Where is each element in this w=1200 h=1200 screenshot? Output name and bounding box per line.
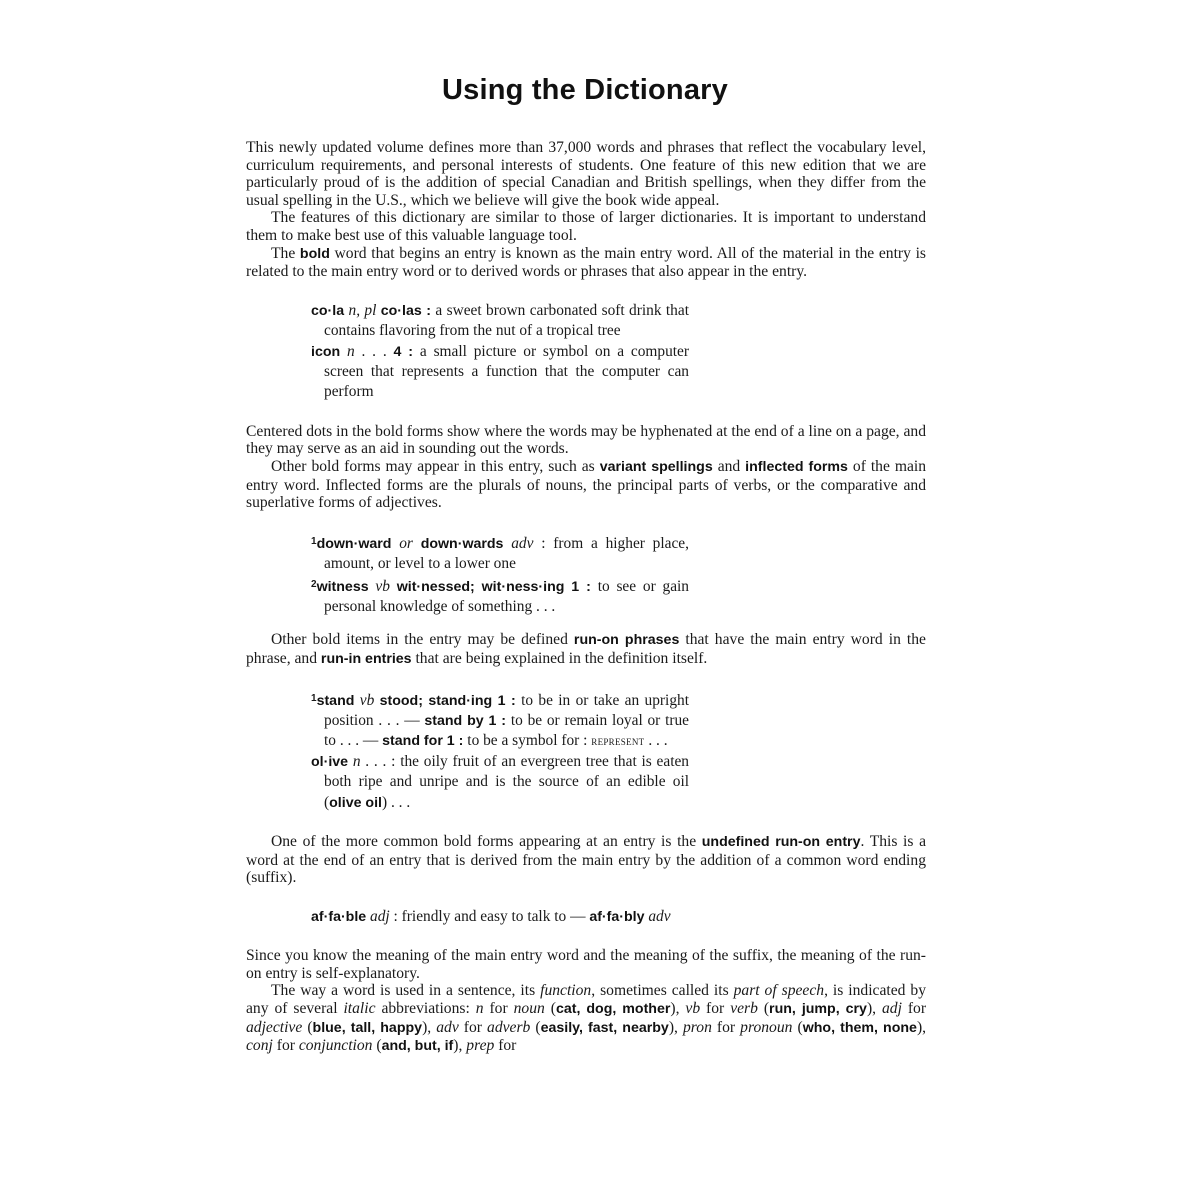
text-run: to be a symbol for : <box>467 732 592 750</box>
text-run: ( <box>302 1018 313 1036</box>
text-run: Centered dots in the bold forms show where the words may be hyphenated at the end of a line on a page, and they may serve as an aid in sounding out the words. <box>246 422 926 458</box>
italic-term: adj <box>881 999 902 1017</box>
text-run: to be in or take an upright position . . . — <box>324 691 690 729</box>
paragraph <box>246 139 926 209</box>
homograph-number: 2 <box>311 578 317 590</box>
text-run: a sweet brown carbonated soft drink that contains flavoring from the nut of a tropical tree <box>324 301 689 340</box>
spacer <box>246 403 926 423</box>
bold-term: stand for 1 : <box>382 733 468 750</box>
bold-term: who, them, none <box>802 1019 917 1036</box>
paragraph <box>246 209 926 244</box>
text-run: The features of this dictionary are similar to those of larger dictionaries. It is important to understand them to make best use of this valuable language tool. <box>246 209 926 244</box>
bold-term: stand by 1 : <box>424 712 511 729</box>
text-run: One of the more common bold forms appearing at an entry is the <box>271 833 702 850</box>
italic-term: n <box>348 752 361 770</box>
bold-term: down·wards <box>420 535 504 552</box>
spacer <box>246 617 926 631</box>
bold-term: and, but, if <box>381 1038 454 1055</box>
text-run: ), <box>668 1018 683 1036</box>
bold-term: af·fa·bly <box>589 908 645 925</box>
bold-term: run-in entries <box>320 650 412 667</box>
italic-term: prep <box>466 1037 495 1055</box>
text-run: ( <box>372 1037 382 1055</box>
bold-term: wit·nessed; wit·ness·ing 1 : <box>396 578 598 595</box>
bold-term: stand <box>316 692 355 709</box>
text-run: for <box>901 999 927 1017</box>
italic-term: noun <box>513 999 545 1017</box>
text-run: a small picture or symbol on a computer screen that represents a function that the computer can perform <box>324 342 690 401</box>
text-run: Other bold items in the entry may be defined <box>271 631 574 649</box>
bold-term: witness <box>316 578 369 595</box>
bold-term: 4 : <box>393 343 420 360</box>
small-caps-term: represent <box>591 733 645 749</box>
example-entries <box>311 907 689 927</box>
text-run: for <box>700 999 731 1017</box>
text-run: ) . . . <box>381 793 411 811</box>
text-run: and <box>712 457 746 475</box>
text-run: ), <box>422 1018 437 1036</box>
text-run: , sometimes called its <box>591 982 734 1000</box>
italic-term: n <box>340 342 355 360</box>
paragraph <box>246 458 926 512</box>
text-run: ( <box>792 1018 803 1036</box>
dictionary-entry <box>311 689 689 752</box>
dictionary-entry <box>311 301 689 342</box>
italic-term: adj <box>366 907 390 925</box>
spacer <box>246 281 926 301</box>
page-title: Using the Dictionary <box>442 74 728 106</box>
bold-term: af·fa·ble <box>311 908 367 925</box>
text-run: ( <box>544 999 556 1017</box>
bold-term: run, jump, cry <box>769 1000 867 1017</box>
spacer <box>246 669 926 689</box>
text-run: ( <box>530 1018 541 1036</box>
spacer <box>246 887 926 907</box>
dictionary-entry <box>311 907 689 927</box>
spacer <box>246 813 926 833</box>
bold-term: co·las : <box>380 302 436 319</box>
text-run: ( <box>757 999 770 1017</box>
text-run: . . . <box>354 342 394 360</box>
text-run: , is indicated by any of several <box>246 982 926 1017</box>
spacer <box>246 512 926 532</box>
text-run: to be or remain loyal or true to . . . — <box>324 711 689 750</box>
text-run: : friendly and easy to talk to — <box>389 907 590 925</box>
italic-term: n, pl <box>344 301 381 319</box>
bold-term: cat, dog, mother <box>555 1000 671 1017</box>
italic-term: conjunction <box>298 1037 373 1055</box>
text-run: ), <box>866 999 882 1017</box>
text-run: for <box>483 999 514 1017</box>
spacer <box>246 927 926 947</box>
paragraph <box>246 245 926 281</box>
italic-term: verb <box>730 999 758 1017</box>
dictionary-entry <box>311 752 689 813</box>
italic-term: or <box>391 534 421 552</box>
italic-term: part of speech <box>733 982 825 1000</box>
text-run: for <box>711 1018 741 1036</box>
text-run: Other bold forms may appear in this entry, such as <box>271 457 600 475</box>
text-run: word that begins an entry is known as the main entry word. All of the material in the entry is related to the main entry word or to derived words or phrases that also appear in the entry. <box>246 244 926 281</box>
text-run: for <box>272 1037 299 1055</box>
text-run: that have the main entry word in the phrase, and <box>246 631 926 667</box>
italic-term: conj <box>246 1037 273 1055</box>
text-run: Since you know the meaning of the main entry word and the meaning of the suffix, the meaning of the run-on entry is self-explanatory. <box>246 947 926 982</box>
text-run: : from a higher place, amount, or level to a lower one <box>324 534 689 573</box>
paragraph <box>246 947 926 982</box>
bold-term: easily, fast, nearby <box>540 1019 669 1036</box>
text-run: ), <box>916 1018 927 1036</box>
italic-term: adv <box>436 1018 459 1036</box>
bold-term: co·la <box>311 302 345 319</box>
bold-term: undefined run-on entry <box>701 834 861 850</box>
italic-term: vb <box>354 691 380 709</box>
dictionary-entry <box>311 342 689 403</box>
text-run: abbreviations: <box>375 999 476 1017</box>
italic-term: vb <box>368 577 397 595</box>
paragraph <box>246 833 926 887</box>
italic-term: vb <box>685 999 701 1017</box>
bold-term: variant spellings <box>599 458 713 475</box>
page-body <box>246 139 926 1056</box>
homograph-number: 1 <box>311 692 317 704</box>
text-run: to see or gain personal knowledge of something . . . <box>324 577 689 615</box>
text-run: of the main entry word. Inflected forms are the plurals of nouns, the principal parts of verbs, or the comparative and superlative forms of adjectives. <box>246 457 927 512</box>
bold-term: icon <box>311 343 341 360</box>
text-run: ), <box>670 999 686 1017</box>
bold-term: inflected forms <box>745 458 848 475</box>
text-run: The way a word is used in a sentence, its <box>271 982 541 1000</box>
text-run: ), <box>453 1037 467 1055</box>
text-run: for <box>458 1018 488 1036</box>
bold-term: ol·ive <box>311 753 349 770</box>
example-entries <box>311 689 689 813</box>
italic-term: adv <box>644 907 671 925</box>
example-entries <box>311 532 689 618</box>
bold-term: stood; stand·ing 1 : <box>379 692 522 709</box>
bold-term: down·ward <box>316 535 392 552</box>
italic-term: adv <box>503 534 534 552</box>
italic-term: function <box>540 982 592 1000</box>
italic-term: pron <box>682 1018 712 1036</box>
dictionary-entry <box>311 575 689 618</box>
text-run: This newly updated volume defines more than 37,000 words and phrases that reflect the vocabulary level, curriculum requirements, and personal interests of students. One feature of this new edition that we are particularly proud of is the addition of special Canadian and British spellings, when they differ from the usual spelling in the U.S., which we believe will give the book wide appeal. <box>246 139 926 209</box>
text-run: for <box>494 1037 517 1055</box>
italic-term: italic <box>343 999 376 1017</box>
dictionary-entry <box>311 532 689 575</box>
text-run: The <box>271 244 300 262</box>
bold-term: olive oil <box>329 794 382 811</box>
text-run: . This is a word at the end of an entry that is derived from the main entry by the addition of a common word ending (suffix). <box>246 833 926 887</box>
bold-term: run-on phrases <box>573 632 680 649</box>
italic-term: n <box>475 999 484 1017</box>
italic-term: adverb <box>487 1018 531 1036</box>
paragraph <box>246 631 926 668</box>
text-run: . . . <box>644 732 668 750</box>
text-run: . . . : the oily fruit of an evergreen tree that is eaten both ripe and unripe and is the source of an edible oil ( <box>324 752 689 811</box>
italic-term: adjective <box>246 1018 303 1036</box>
homograph-number: 1 <box>311 535 317 547</box>
paragraph <box>246 423 926 458</box>
text-run: that are being explained in the definition itself. <box>411 649 708 667</box>
bold-term: blue, tall, happy <box>312 1019 423 1036</box>
example-entries <box>311 301 689 403</box>
italic-term: pronoun <box>740 1018 793 1036</box>
bold-term: bold <box>299 245 330 262</box>
paragraph <box>246 982 926 1055</box>
